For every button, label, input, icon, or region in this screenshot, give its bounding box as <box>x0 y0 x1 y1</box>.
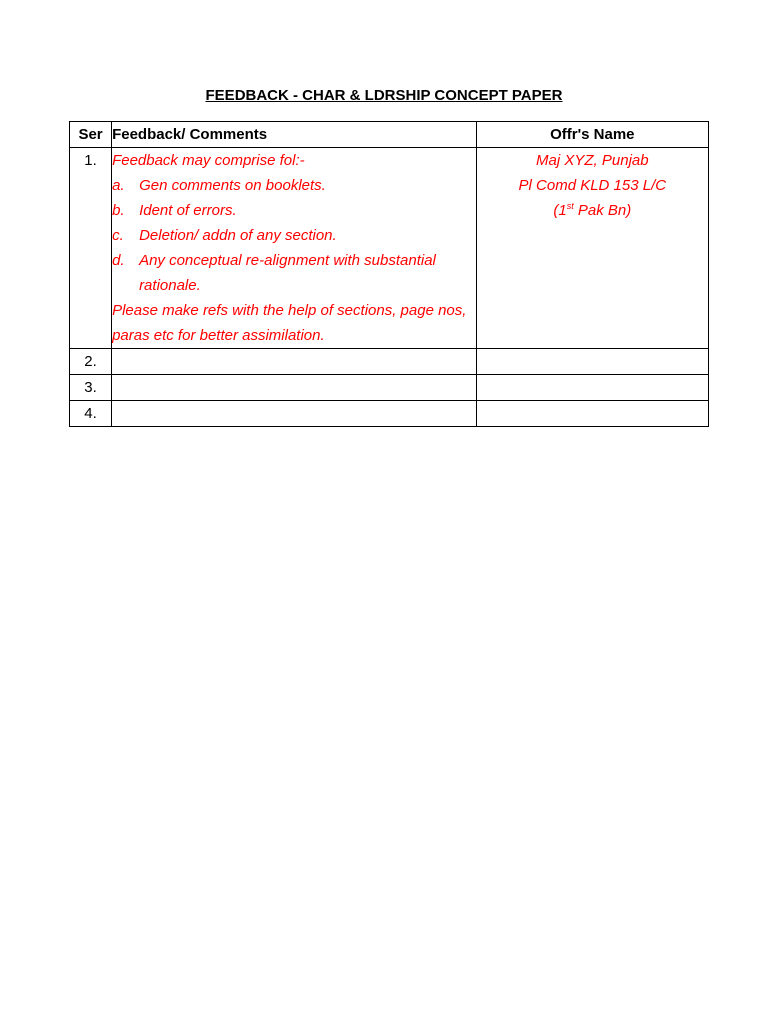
header-ser: Ser <box>70 122 112 148</box>
list-item <box>112 173 476 198</box>
row-ser: 2. <box>70 349 112 375</box>
list-item <box>112 223 476 248</box>
list-item <box>112 198 476 223</box>
header-offr-name: Offr's Name <box>476 122 708 148</box>
header-feedback: Feedback/ Comments <box>112 122 477 148</box>
table-row <box>70 148 709 349</box>
offr-unit-suffix: Pak Bn) <box>573 202 632 219</box>
offr-unit-ordinal: st <box>566 201 574 211</box>
feedback-intro: Feedback may comprise fol:- <box>112 152 305 169</box>
list-item-text: Gen comments on booklets. <box>139 177 326 194</box>
feedback-cell[interactable] <box>112 401 477 427</box>
list-item-text: Deletion/ addn of any section. <box>139 227 337 244</box>
table-row <box>70 401 709 427</box>
offr-name-line: Maj XYZ, Punjab <box>536 152 649 169</box>
document-title: FEEDBACK - CHAR & LDRSHIP CONCEPT PAPER <box>205 87 563 104</box>
feedback-table <box>69 121 709 427</box>
list-item-text: Any conceptual re-alignment with substantial rationale. <box>139 252 436 294</box>
list-item-text: Ident of errors. <box>139 202 237 219</box>
table-header-row <box>70 122 709 148</box>
list-item-label: b. <box>112 202 125 219</box>
row-ser: 1. <box>70 148 112 349</box>
list-item-label: c. <box>112 227 124 244</box>
offr-appointment-line: Pl Comd KLD 153 L/C <box>518 177 667 194</box>
feedback-cell[interactable] <box>112 349 477 375</box>
offr-name-cell[interactable] <box>476 148 708 349</box>
list-item-label: d. <box>112 252 125 269</box>
row-ser: 4. <box>70 401 112 427</box>
table-row <box>70 375 709 401</box>
feedback-note: Please make refs with the help of sections, page nos, paras etc for better assimilation. <box>112 302 467 344</box>
table-row <box>70 349 709 375</box>
offr-unit-prefix: (1 <box>553 202 567 219</box>
offr-name-cell[interactable] <box>476 401 708 427</box>
row-ser: 3. <box>70 375 112 401</box>
feedback-cell[interactable] <box>112 148 477 349</box>
offr-name-cell[interactable] <box>476 349 708 375</box>
list-item <box>112 248 476 298</box>
offr-name-cell[interactable] <box>476 375 708 401</box>
offr-unit-line <box>477 198 708 223</box>
list-item-label: a. <box>112 177 125 194</box>
feedback-cell[interactable] <box>112 375 477 401</box>
